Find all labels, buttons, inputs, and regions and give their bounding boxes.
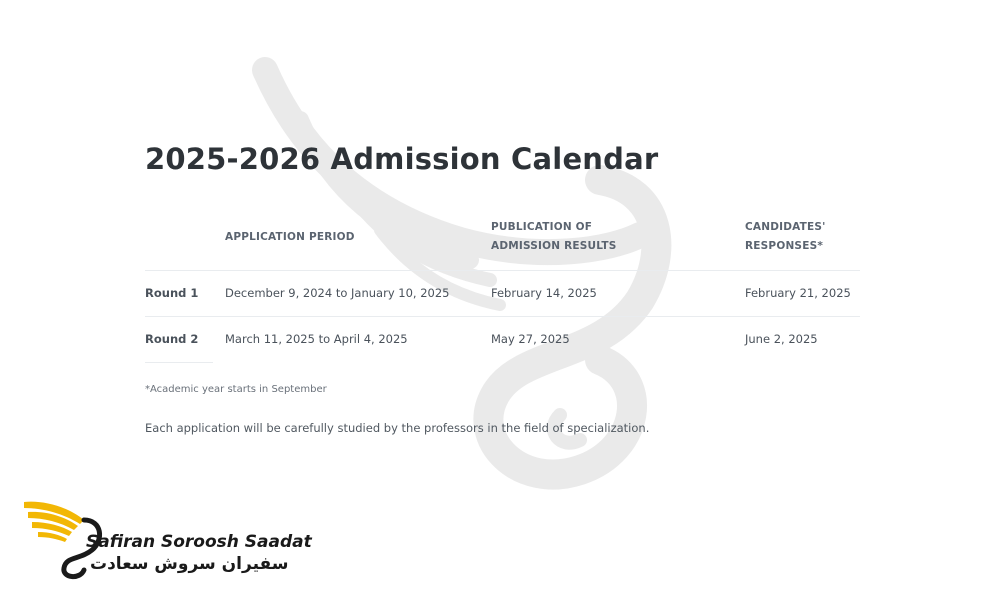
row-application-period: March 11, 2025 to April 4, 2025 xyxy=(225,332,408,346)
row-responses-date: June 2, 2025 xyxy=(745,332,818,346)
table-divider xyxy=(145,270,860,271)
brand-name-persian: سفیران سروش سعادت xyxy=(90,554,289,574)
footnote: *Academic year starts in September xyxy=(145,384,327,395)
header-application-period: APPLICATION PERIOD xyxy=(225,231,355,243)
row-publication-date: February 14, 2025 xyxy=(491,286,597,300)
row-round-label: Round 2 xyxy=(145,332,199,346)
row-publication-date: May 27, 2025 xyxy=(491,332,570,346)
row-responses-date: February 21, 2025 xyxy=(745,286,851,300)
page-title: 2025-2026 Admission Calendar xyxy=(145,142,659,176)
row-round-label: Round 1 xyxy=(145,286,199,300)
table-divider xyxy=(145,316,860,317)
table-divider xyxy=(145,362,213,363)
brand-name-english: Safiran Soroosh Saadat xyxy=(86,532,312,552)
row-application-period: December 9, 2024 to January 10, 2025 xyxy=(225,286,450,300)
header-publication-results: PUBLICATION OF ADMISSION RESULTS xyxy=(491,221,617,252)
evaluation-note: Each application will be carefully studied by the professors in the field of specialization. xyxy=(145,421,650,435)
header-candidates-responses: CANDIDATES' RESPONSES* xyxy=(745,221,826,252)
